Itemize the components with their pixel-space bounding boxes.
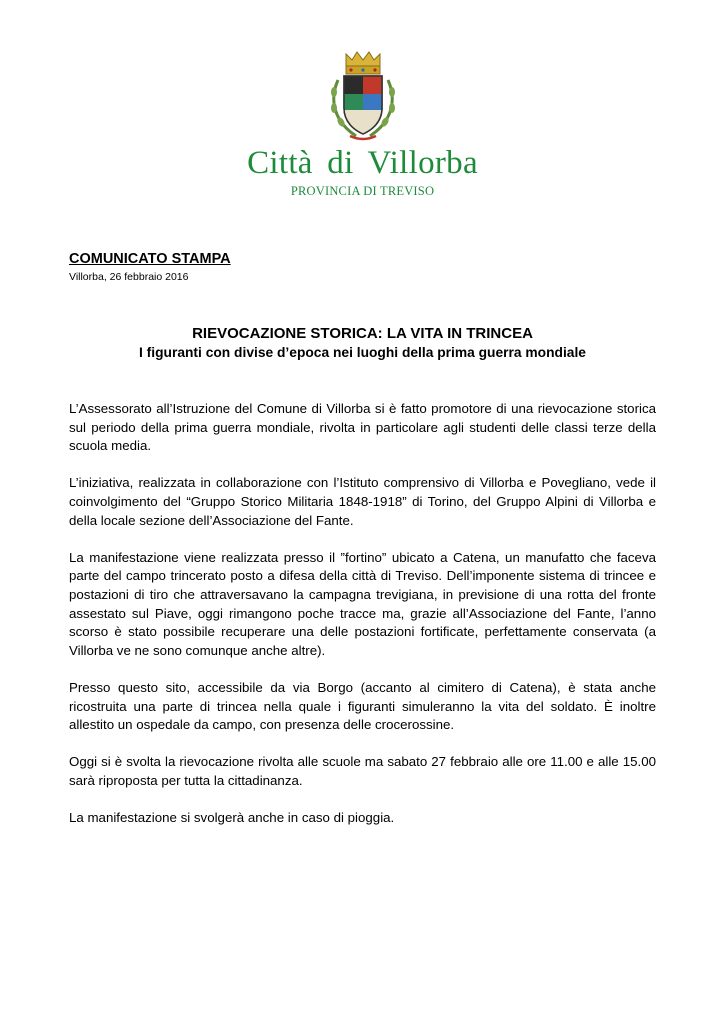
article-subtitle: I figuranti con divise d’epoca nei luoghi della prima guerra mondiale	[139, 345, 586, 360]
article-body	[69, 400, 656, 846]
article-paragraph: Oggi si è svolta la rievocazione rivolta alle scuole ma sabato 27 febbraio alle ore 11.00 e alle 15.00 sarà riproposta per tutta la cittadinanza.	[69, 754, 656, 788]
press-release-heading: COMUNICATO STAMPA	[69, 251, 231, 267]
article-paragraph: La manifestazione si svolgerà anche in caso di pioggia.	[69, 810, 395, 826]
article-paragraph: La manifestazione viene realizzata presso il ”fortino” ubicato a Catena, un manufatto che faceva parte del campo trincerato posto a difesa della città di Treviso. Dell’imponente sistema di trincee e postazioni di tiro che attraversavano la campagna trevigiana, in previsione di una rotta del fronte assestato sul Piave, oggi rimangono poche tracce ma, grazie all’Associazione del Fante, l’anno scorso è stato possibile recuperare una delle postazioni fortificate, perfettamente conservata (a Villorba ve ne sono comunque anche altre).	[69, 549, 656, 658]
article-paragraph: L’Assessorato all’Istruzione del Comune di Villorba si è fatto promotore di una rievocazione storica sul periodo della prima guerra mondiale, rivolta in particolare agli studenti delle classi terze della scuola media.	[69, 401, 656, 454]
province-subtitle: PROVINCIA DI TREVISO	[290, 184, 435, 198]
article-paragraph: L’iniziativa, realizzata in collaborazione con l’Istituto comprensivo di Villorba e Povegliano, vede il coinvolgimento del “Gruppo Storico Militaria 1848-1918” di Torino, del Gruppo Alpini di Villorba e della locale sezione dell’Associazione del Fante.	[69, 475, 656, 528]
coat-of-arms-icon	[326, 50, 400, 146]
city-title: Città di Villorba	[247, 145, 478, 181]
article-title: RIEVOCAZIONE STORICA: LA VITA IN TRINCEA	[192, 325, 533, 342]
article-paragraph: Presso questo sito, accessibile da via Borgo (accanto al cimitero di Catena), è stata anche ricostruita una parte di trincea nella quale i figuranti simuleranno la vita del soldato. È inoltre allestito un ospedale da campo, con presenza delle crocerossine.	[69, 679, 656, 733]
press-release-date: Villorba, 26 febbraio 2016	[69, 271, 189, 283]
